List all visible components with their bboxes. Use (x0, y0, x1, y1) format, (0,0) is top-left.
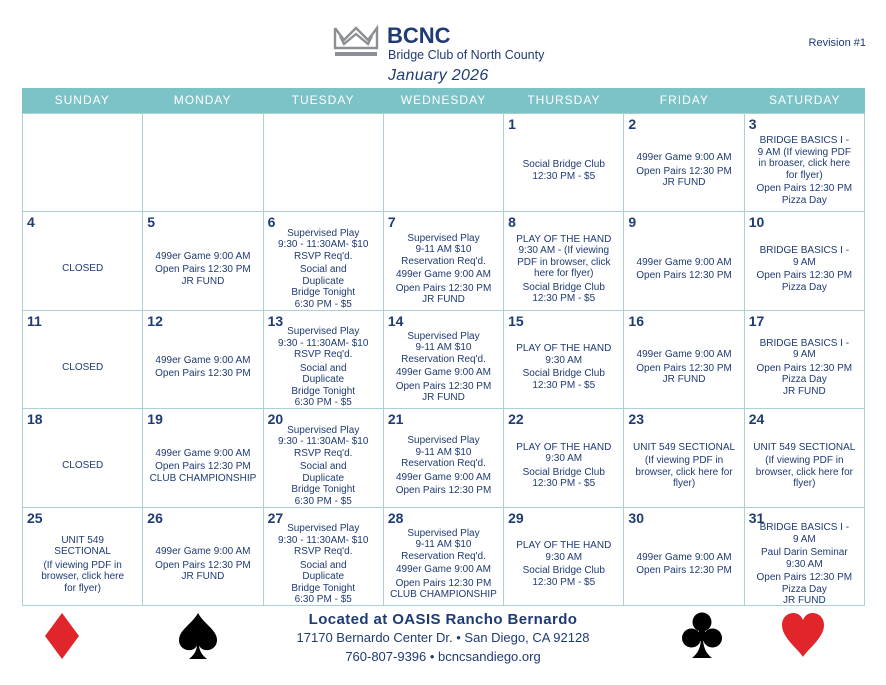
day-events (624, 327, 743, 408)
day-number: 5 (147, 214, 156, 231)
event-text: PLAY OF THE HAND 9:30 AM (516, 540, 612, 563)
day-events (745, 327, 864, 408)
day-cell (143, 212, 263, 310)
event-text: Social Bridge Club 12:30 PM - $5 (522, 466, 605, 490)
day-cell (264, 114, 384, 212)
event-text: 499er Game 9:00 AM (395, 367, 492, 379)
day-cell (384, 212, 504, 310)
day-events (504, 425, 623, 506)
event-text: PLAY OF THE HAND 9:30 AM - (If viewing PDF in browser, click here for flyer) (516, 233, 612, 280)
day-events (264, 425, 383, 506)
month-title: January 2026 (388, 67, 489, 84)
day-cell (23, 409, 143, 507)
day-cell (624, 114, 744, 212)
location-title: Located at OASIS Rancho Bernardo (308, 611, 578, 628)
address-line: 17170 Bernardo Center Dr. • San Diego, CA 92128 (296, 630, 590, 645)
day-number: 3 (748, 116, 757, 132)
calendar-grid (22, 113, 865, 606)
day-events (23, 130, 142, 211)
day-cell (143, 508, 263, 606)
event-text: Social Bridge Club 12:30 PM - $5 (522, 159, 605, 182)
day-number: 8 (508, 214, 516, 231)
day-events (23, 327, 142, 408)
event-text: BRIDGE BASICS I - 9 AM (759, 337, 850, 361)
day-number: 1 (508, 116, 516, 132)
day-number: 30 (628, 509, 644, 526)
day-number: 20 (267, 411, 284, 428)
weekday-tuesday: TUESDAY (291, 93, 355, 107)
day-number: 18 (27, 411, 43, 428)
day-number: 23 (628, 411, 644, 428)
heart-suit-icon (781, 612, 825, 658)
day-events (624, 130, 743, 211)
day-cell (23, 508, 143, 606)
event-text: Social and Duplicate Bridge Tonight 6:30 PM - $5 (291, 559, 356, 606)
day-cell (745, 114, 865, 212)
day-cell (384, 508, 504, 606)
weekday-thursday: THURSDAY (527, 93, 601, 107)
day-events (143, 524, 262, 605)
day-events (745, 524, 864, 605)
day-events (384, 327, 503, 408)
day-cell (23, 311, 143, 409)
event-text: Open Pairs 12:30 PM (155, 368, 251, 380)
day-number: 25 (27, 509, 43, 526)
event-text[interactable]: (If viewing PDF in browser, click here for flyer) (755, 455, 853, 490)
day-events (143, 425, 262, 506)
day-cell (23, 114, 143, 212)
event-text: 499er Game 9:00 AM (155, 250, 251, 262)
event-text: UNIT 549 SECTIONAL (633, 441, 736, 453)
event-text: 499er Game 9:00 AM (636, 256, 732, 268)
event-text: Supervised Play 9-11 AM $10 Reservation Req'd. (401, 435, 486, 470)
event-text[interactable]: (If viewing PDF in browser, click here for flyer) (41, 559, 125, 594)
day-events (624, 425, 743, 506)
event-text: Social and Duplicate Bridge Tonight 6:30 PM - $5 (291, 362, 356, 409)
day-events (504, 524, 623, 605)
day-cell (745, 409, 865, 507)
event-text: Open Pairs 12:30 PM Pizza Day JR FUND (756, 572, 853, 606)
day-events (23, 425, 142, 506)
day-number: 4 (27, 214, 35, 231)
day-number: 22 (508, 411, 524, 428)
day-number: 2 (628, 116, 637, 132)
day-cell (504, 212, 624, 310)
calendar (22, 88, 865, 606)
weekday-sunday: SUNDAY (54, 93, 110, 107)
event-text: Supervised Play 9:30 - 11:30AM- $10 RSVP Req'd. (277, 424, 369, 459)
event-text: 499er Game 9:00 AM (395, 269, 492, 281)
day-number: 10 (748, 214, 765, 231)
day-cell (384, 311, 504, 409)
day-cell (624, 409, 744, 507)
day-events (504, 228, 623, 309)
day-events (143, 130, 262, 211)
day-cell (264, 212, 384, 310)
day-cell (504, 114, 624, 212)
event-text: 499er Game 9:00 AM (395, 471, 492, 483)
event-text: Social Bridge Club 12:30 PM - $5 (522, 281, 605, 305)
day-events (23, 524, 142, 605)
day-number: 9 (628, 214, 637, 231)
event-text: Social and Duplicate Bridge Tonight 6:30 PM - $5 (291, 264, 356, 310)
event-text: Open Pairs 12:30 PM CLUB CHAMPIONSHIP (390, 577, 497, 601)
event-text[interactable]: BRIDGE BASICS I - 9 AM (If viewing PDF in broaser, click here for flyer) (757, 135, 852, 181)
day-cell (745, 311, 865, 409)
day-cell (624, 508, 744, 606)
event-text: Open Pairs 12:30 PM JR FUND (395, 380, 492, 404)
event-text: Open Pairs 12:30 PM Pizza Day (756, 183, 853, 206)
weekday-wednesday: WEDNESDAY (400, 93, 487, 107)
day-number: 24 (748, 411, 765, 428)
event-text: 499er Game 9:00 AM (636, 152, 732, 164)
day-number: 17 (748, 312, 765, 329)
day-number: 16 (628, 312, 644, 329)
day-events (504, 327, 623, 408)
event-text: UNIT 549 SECTIONAL (753, 441, 856, 453)
day-number: 6 (267, 214, 276, 231)
day-cell (264, 311, 384, 409)
event-text: Supervised Play 9-11 AM $10 Reservation Req'd. (401, 232, 486, 267)
day-number: 21 (387, 411, 404, 428)
event-text[interactable]: (If viewing PDF in browser, click here for flyer) (635, 455, 733, 490)
day-cell (504, 508, 624, 606)
day-cell (143, 114, 263, 212)
event-text: Supervised Play 9-11 AM $10 Reservation Req'd. (401, 527, 486, 562)
day-cell (264, 508, 384, 606)
day-number: 14 (387, 312, 404, 329)
day-number: 29 (508, 509, 524, 526)
day-number: 11 (27, 312, 42, 329)
day-cell (384, 409, 504, 507)
event-text: CLOSED (62, 263, 104, 275)
day-events (384, 425, 503, 506)
event-text: Supervised Play 9:30 - 11:30AM- $10 RSVP Req'd. (277, 326, 369, 361)
event-text: Social Bridge Club 12:30 PM - $5 (522, 368, 605, 391)
event-text: Open Pairs 12:30 PM (636, 565, 732, 577)
org-short-name: BCNC (387, 23, 451, 48)
event-text: Open Pairs 12:30 PM JR FUND (636, 165, 732, 189)
day-cell (23, 212, 143, 310)
club-suit-icon (682, 611, 722, 659)
event-text: 499er Game 9:00 AM (395, 564, 492, 576)
day-cell (504, 311, 624, 409)
event-text: 499er Game 9:00 AM (155, 447, 251, 459)
event-text: Open Pairs 12:30 PM CLUB CHAMPIONSHIP (149, 461, 257, 484)
event-text: Open Pairs 12:30 PM JR FUND (636, 362, 732, 386)
event-text: BRIDGE BASICS I - 9 AM (759, 522, 850, 545)
weekday-friday: FRIDAY (659, 93, 709, 107)
event-text: Open Pairs 12:30 PM JR FUND (155, 264, 251, 287)
event-text: Supervised Play 9-11 AM $10 Reservation Req'd. (401, 330, 486, 365)
weekday-saturday: SATURDAY (768, 93, 841, 107)
day-events (143, 228, 262, 309)
day-cell (624, 212, 744, 310)
day-cell (384, 114, 504, 212)
event-text: Open Pairs 12:30 PM (395, 485, 492, 497)
event-text: 499er Game 9:00 AM (155, 354, 251, 366)
event-text: CLOSED (62, 361, 104, 373)
day-number: 15 (508, 312, 524, 329)
day-cell (143, 409, 263, 507)
day-number: 12 (147, 312, 163, 329)
day-events (384, 228, 503, 309)
day-cell (504, 409, 624, 507)
day-number: 19 (147, 411, 163, 428)
event-text: Open Pairs 12:30 PM Pizza Day JR FUND (756, 362, 853, 397)
event-text: BRIDGE BASICS I - 9 AM (759, 245, 850, 268)
day-cell (624, 311, 744, 409)
org-full-name: Bridge Club of North County (388, 48, 545, 62)
event-text: 499er Game 9:00 AM (636, 349, 732, 361)
event-text: Open Pairs 12:30 PM Pizza Day (756, 270, 853, 293)
event-text: Open Pairs 12:30 PM (636, 270, 732, 282)
day-events (624, 524, 743, 605)
day-cell (143, 311, 263, 409)
event-text: CLOSED (62, 460, 104, 472)
event-text: 499er Game 9:00 AM (155, 546, 251, 557)
day-cell (745, 508, 865, 606)
contact-line: 760-807-9396 • bcncsandiego.org (345, 649, 541, 664)
weekday-header (22, 88, 865, 113)
weekday-monday: MONDAY (173, 93, 232, 107)
day-events (384, 524, 503, 605)
day-events (264, 130, 383, 211)
event-text: PLAY OF THE HAND 9:30 AM (516, 441, 612, 465)
day-number: 13 (267, 312, 284, 329)
spade-suit-icon (178, 612, 218, 660)
event-text: Paul Darin Seminar 9:30 AM (760, 547, 848, 570)
event-text: Open Pairs 12:30 PM JR FUND (155, 559, 251, 582)
event-text: Open Pairs 12:30 PM JR FUND (395, 282, 492, 306)
event-text: PLAY OF THE HAND 9:30 AM (516, 343, 612, 366)
event-text: Social and Duplicate Bridge Tonight 6:30 PM - $5 (291, 461, 356, 507)
diamond-suit-icon (44, 612, 80, 660)
day-events (745, 425, 864, 506)
day-number: 26 (147, 509, 163, 526)
day-events (745, 130, 864, 211)
day-events (624, 228, 743, 309)
revision-label: Revision #1 (808, 37, 866, 49)
day-events (264, 524, 383, 605)
day-number: 7 (387, 214, 396, 231)
day-cell (264, 409, 384, 507)
day-events (264, 228, 383, 309)
day-events (23, 228, 142, 309)
event-text: Supervised Play 9:30 - 11:30AM- $10 RSVP Req'd. (277, 523, 369, 558)
crown-logo-icon (333, 24, 379, 62)
event-text: Supervised Play 9:30 - 11:30AM- $10 RSVP Req'd. (277, 227, 369, 262)
day-number: 28 (387, 509, 404, 526)
day-events (143, 327, 262, 408)
event-text: Social Bridge Club 12:30 PM - $5 (522, 565, 605, 588)
day-events (745, 228, 864, 309)
event-text: UNIT 549 SECTIONAL (54, 534, 111, 557)
day-events (384, 130, 503, 211)
day-number: 31 (748, 509, 765, 526)
day-cell (745, 212, 865, 310)
event-text: 499er Game 9:00 AM (636, 551, 732, 563)
day-number: 27 (267, 509, 284, 526)
day-events (504, 130, 623, 211)
day-events (264, 327, 383, 408)
